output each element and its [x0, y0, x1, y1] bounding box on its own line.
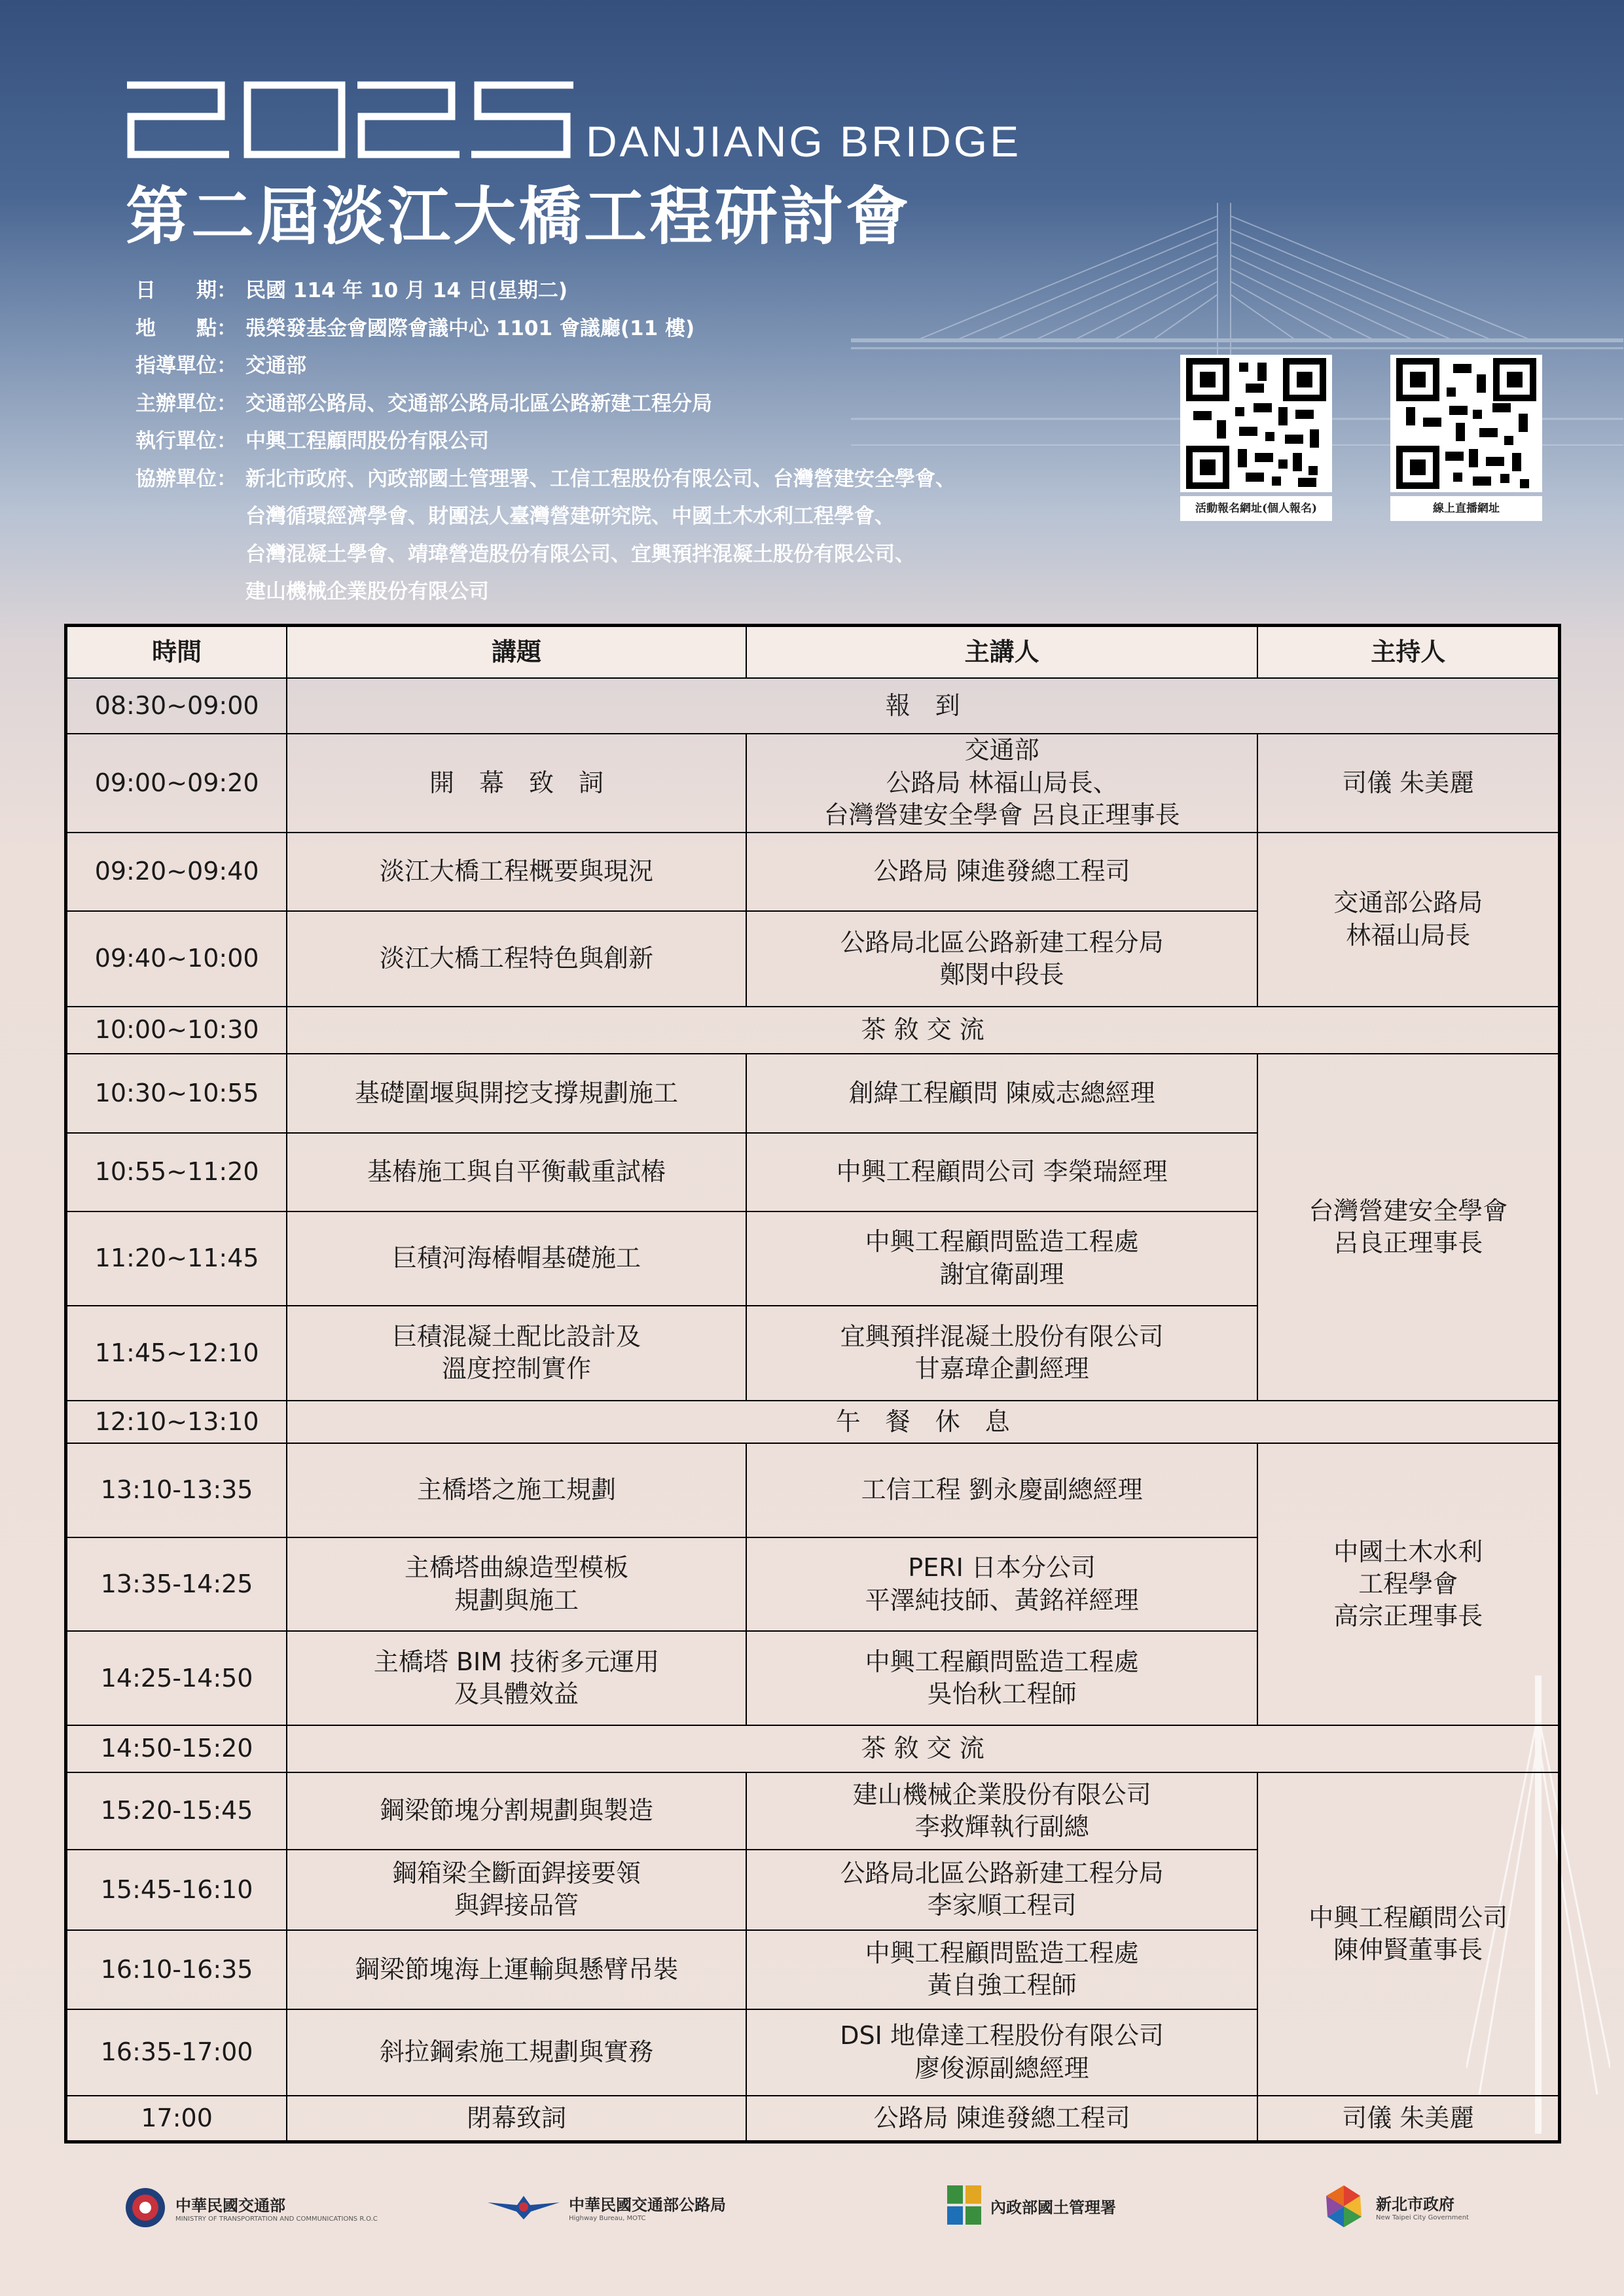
break-cell: 報 到	[287, 678, 1559, 734]
time-cell: 17:00	[66, 2096, 287, 2142]
table-row	[66, 678, 1560, 734]
time-cell: 13:10-13:35	[66, 1443, 287, 1537]
topic-cell: 開 幕 致 詞	[287, 734, 746, 833]
topic-cell: 斜拉鋼索施工規劃與實務	[287, 2009, 746, 2096]
table-row	[66, 1725, 1560, 1772]
motc-emblem-icon	[124, 2187, 166, 2229]
livestream-qr-caption: 線上直播網址	[1390, 496, 1542, 521]
speaker-cell: 宜興預拌混凝土股份有限公司 甘嘉瑋企劃經理	[746, 1306, 1258, 1401]
topic-cell: 主橋塔曲線造型模板 規劃與施工	[287, 1537, 746, 1632]
topic-cell: 鋼梁節塊海上運輸與懸臂吊裝	[287, 1930, 746, 2009]
time-cell: 16:35-17:00	[66, 2009, 287, 2096]
time-cell: 15:45-16:10	[66, 1850, 287, 1930]
header-topic: 講題	[287, 626, 746, 678]
info-co-organizer-cont: 台灣循環經濟學會、財團法人臺灣營建研究院、中國土木水利工程學會、	[245, 505, 895, 529]
table-row	[66, 1443, 1560, 1537]
info-co-organizer-cont: 台灣混凝土學會、靖瑋營造股份有限公司、宜興預拌混凝土股份有限公司、	[245, 542, 915, 566]
time-cell: 09:00~09:20	[66, 734, 287, 833]
time-cell: 12:10~13:10	[66, 1401, 287, 1443]
table-row	[66, 833, 1560, 911]
speaker-cell: DSI 地偉達工程股份有限公司 廖俊源副總經理	[746, 2009, 1258, 2096]
topic-cell: 巨積河海樁帽基礎施工	[287, 1211, 746, 1306]
time-cell: 10:00~10:30	[66, 1007, 287, 1054]
topic-cell: 基樁施工與自平衡載重試樁	[287, 1133, 746, 1211]
topic-cell: 基礎圍堰與開挖支撐規劃施工	[287, 1054, 746, 1132]
title-english: DANJIANG BRIDGE	[586, 117, 1022, 166]
table-row	[66, 1054, 1560, 1132]
table-row	[66, 1007, 1560, 1054]
topic-cell: 鋼箱梁全斷面銲接要領 與銲接品管	[287, 1850, 746, 1930]
time-cell: 10:30~10:55	[66, 1054, 287, 1132]
time-cell: 16:10-16:35	[66, 1930, 287, 2009]
sponsor-logos	[0, 2176, 1624, 2248]
logo-national-land: 內政部國土管理署	[947, 2185, 1116, 2226]
logo-highway-bureau: 中華民國交通部公路局 Highway Bureau, MOTC	[488, 2191, 726, 2223]
time-cell: 14:25-14:50	[66, 1631, 287, 1725]
speaker-cell: 公路局北區公路新建工程分局 李家順工程司	[746, 1850, 1258, 1930]
header-host: 主持人	[1257, 626, 1559, 678]
info-venue: 地 點： 張榮發基金會國際會議中心 1101 會議廳(11 樓)	[135, 316, 695, 340]
speaker-cell: 公路局北區公路新建工程分局 鄭閔中段長	[746, 911, 1258, 1007]
host-cell: 司儀 朱美麗	[1257, 2096, 1559, 2142]
event-info	[135, 270, 956, 609]
speaker-cell: 建山機械企業股份有限公司 李救輝執行副總	[746, 1772, 1258, 1849]
topic-cell: 主橋塔之施工規劃	[287, 1443, 746, 1537]
highway-bureau-wing-icon	[488, 2191, 560, 2223]
registration-qr-caption: 活動報名網址(個人報名)	[1180, 496, 1332, 521]
table-header-row	[66, 626, 1560, 678]
info-executor: 執行單位： 中興工程顧問股份有限公司	[135, 429, 489, 454]
break-cell: 茶 敘 交 流	[287, 1007, 1559, 1054]
registration-qr-code[interactable]	[1180, 355, 1332, 492]
table-row	[66, 734, 1560, 833]
info-co-organizer-cont: 建山機械企業股份有限公司	[245, 580, 489, 604]
info-date: 日 期： 民國 114 年 10 月 14 日(星期二)	[135, 279, 568, 303]
time-cell: 11:20~11:45	[66, 1211, 287, 1306]
table-row	[66, 2096, 1560, 2142]
table-row	[66, 1772, 1560, 1849]
header-speaker: 主講人	[746, 626, 1258, 678]
table-row	[66, 1401, 1560, 1443]
speaker-cell: 中興工程顧問公司 李榮瑞經理	[746, 1133, 1258, 1211]
speaker-cell: 中興工程顧問監造工程處 黃自強工程師	[746, 1930, 1258, 2009]
speaker-cell: PERI 日本分公司 平澤純技師、黃銘祥經理	[746, 1537, 1258, 1632]
topic-cell: 巨積混凝土配比設計及 溫度控制實作	[287, 1306, 746, 1401]
host-cell: 中興工程顧問公司 陳伸賢董事長	[1257, 1772, 1559, 2096]
host-cell: 司儀 朱美麗	[1257, 734, 1559, 833]
host-cell: 交通部公路局 林福山局長	[1257, 833, 1559, 1007]
host-cell: 中國土木水利 工程學會 高宗正理事長	[1257, 1443, 1559, 1725]
break-cell: 茶 敘 交 流	[287, 1725, 1559, 1772]
time-cell: 10:55~11:20	[66, 1133, 287, 1211]
topic-cell: 閉幕致詞	[287, 2096, 746, 2142]
time-cell: 08:30~09:00	[66, 678, 287, 734]
speaker-cell: 工信工程 劉永慶副總經理	[746, 1443, 1258, 1537]
time-cell: 09:40~10:00	[66, 911, 287, 1007]
speaker-cell: 中興工程顧問監造工程處 謝宜衛副理	[746, 1211, 1258, 1306]
national-land-emblem-icon	[947, 2185, 981, 2226]
host-cell: 台灣營建安全學會 呂良正理事長	[1257, 1054, 1559, 1401]
speaker-cell: 中興工程顧問監造工程處 吳怡秋工程師	[746, 1631, 1258, 1725]
topic-cell: 主橋塔 BIM 技術多元運用 及具體效益	[287, 1631, 746, 1725]
logo-new-taipei: 新北市政府 New Taipei City Government	[1321, 2183, 1469, 2230]
break-cell: 午 餐 休 息	[287, 1401, 1559, 1443]
new-taipei-emblem-icon	[1321, 2183, 1367, 2230]
info-guidance: 指導單位： 交通部	[135, 354, 306, 378]
time-cell: 13:35-14:25	[66, 1537, 287, 1632]
topic-cell: 淡江大橋工程特色與創新	[287, 911, 746, 1007]
header-time: 時間	[66, 626, 287, 678]
speaker-cell: 交通部 公路局 林福山局長、 台灣營建安全學會 呂良正理事長	[746, 734, 1258, 833]
speaker-cell: 公路局 陳進發總工程司	[746, 2096, 1258, 2142]
schedule-table	[64, 624, 1561, 2144]
time-cell: 09:20~09:40	[66, 833, 287, 911]
time-cell: 14:50-15:20	[66, 1725, 287, 1772]
logo-motc: 中華民國交通部 MINISTRY OF TRANSPORTATION AND COMMUNICATIONS R.O.C	[124, 2187, 378, 2229]
topic-cell: 淡江大橋工程概要與現況	[287, 833, 746, 911]
time-cell: 11:45~12:10	[66, 1306, 287, 1401]
time-cell: 15:20-15:45	[66, 1772, 287, 1849]
speaker-cell: 創緯工程顧問 陳威志總經理	[746, 1054, 1258, 1132]
topic-cell: 鋼梁節塊分割規劃與製造	[287, 1772, 746, 1849]
speaker-cell: 公路局 陳進發總工程司	[746, 833, 1258, 911]
info-organizer: 主辦單位： 交通部公路局、交通部公路局北區公路新建工程分局	[135, 391, 712, 416]
year-logo	[124, 77, 576, 162]
title-chinese: 第二屆淡江大橋工程研討會	[126, 180, 911, 253]
info-co-organizer: 協辦單位： 新北市政府、內政部國土管理署、工信工程股份有限公司、台灣營建安全學會、	[135, 467, 956, 491]
livestream-qr-code[interactable]	[1390, 355, 1542, 492]
